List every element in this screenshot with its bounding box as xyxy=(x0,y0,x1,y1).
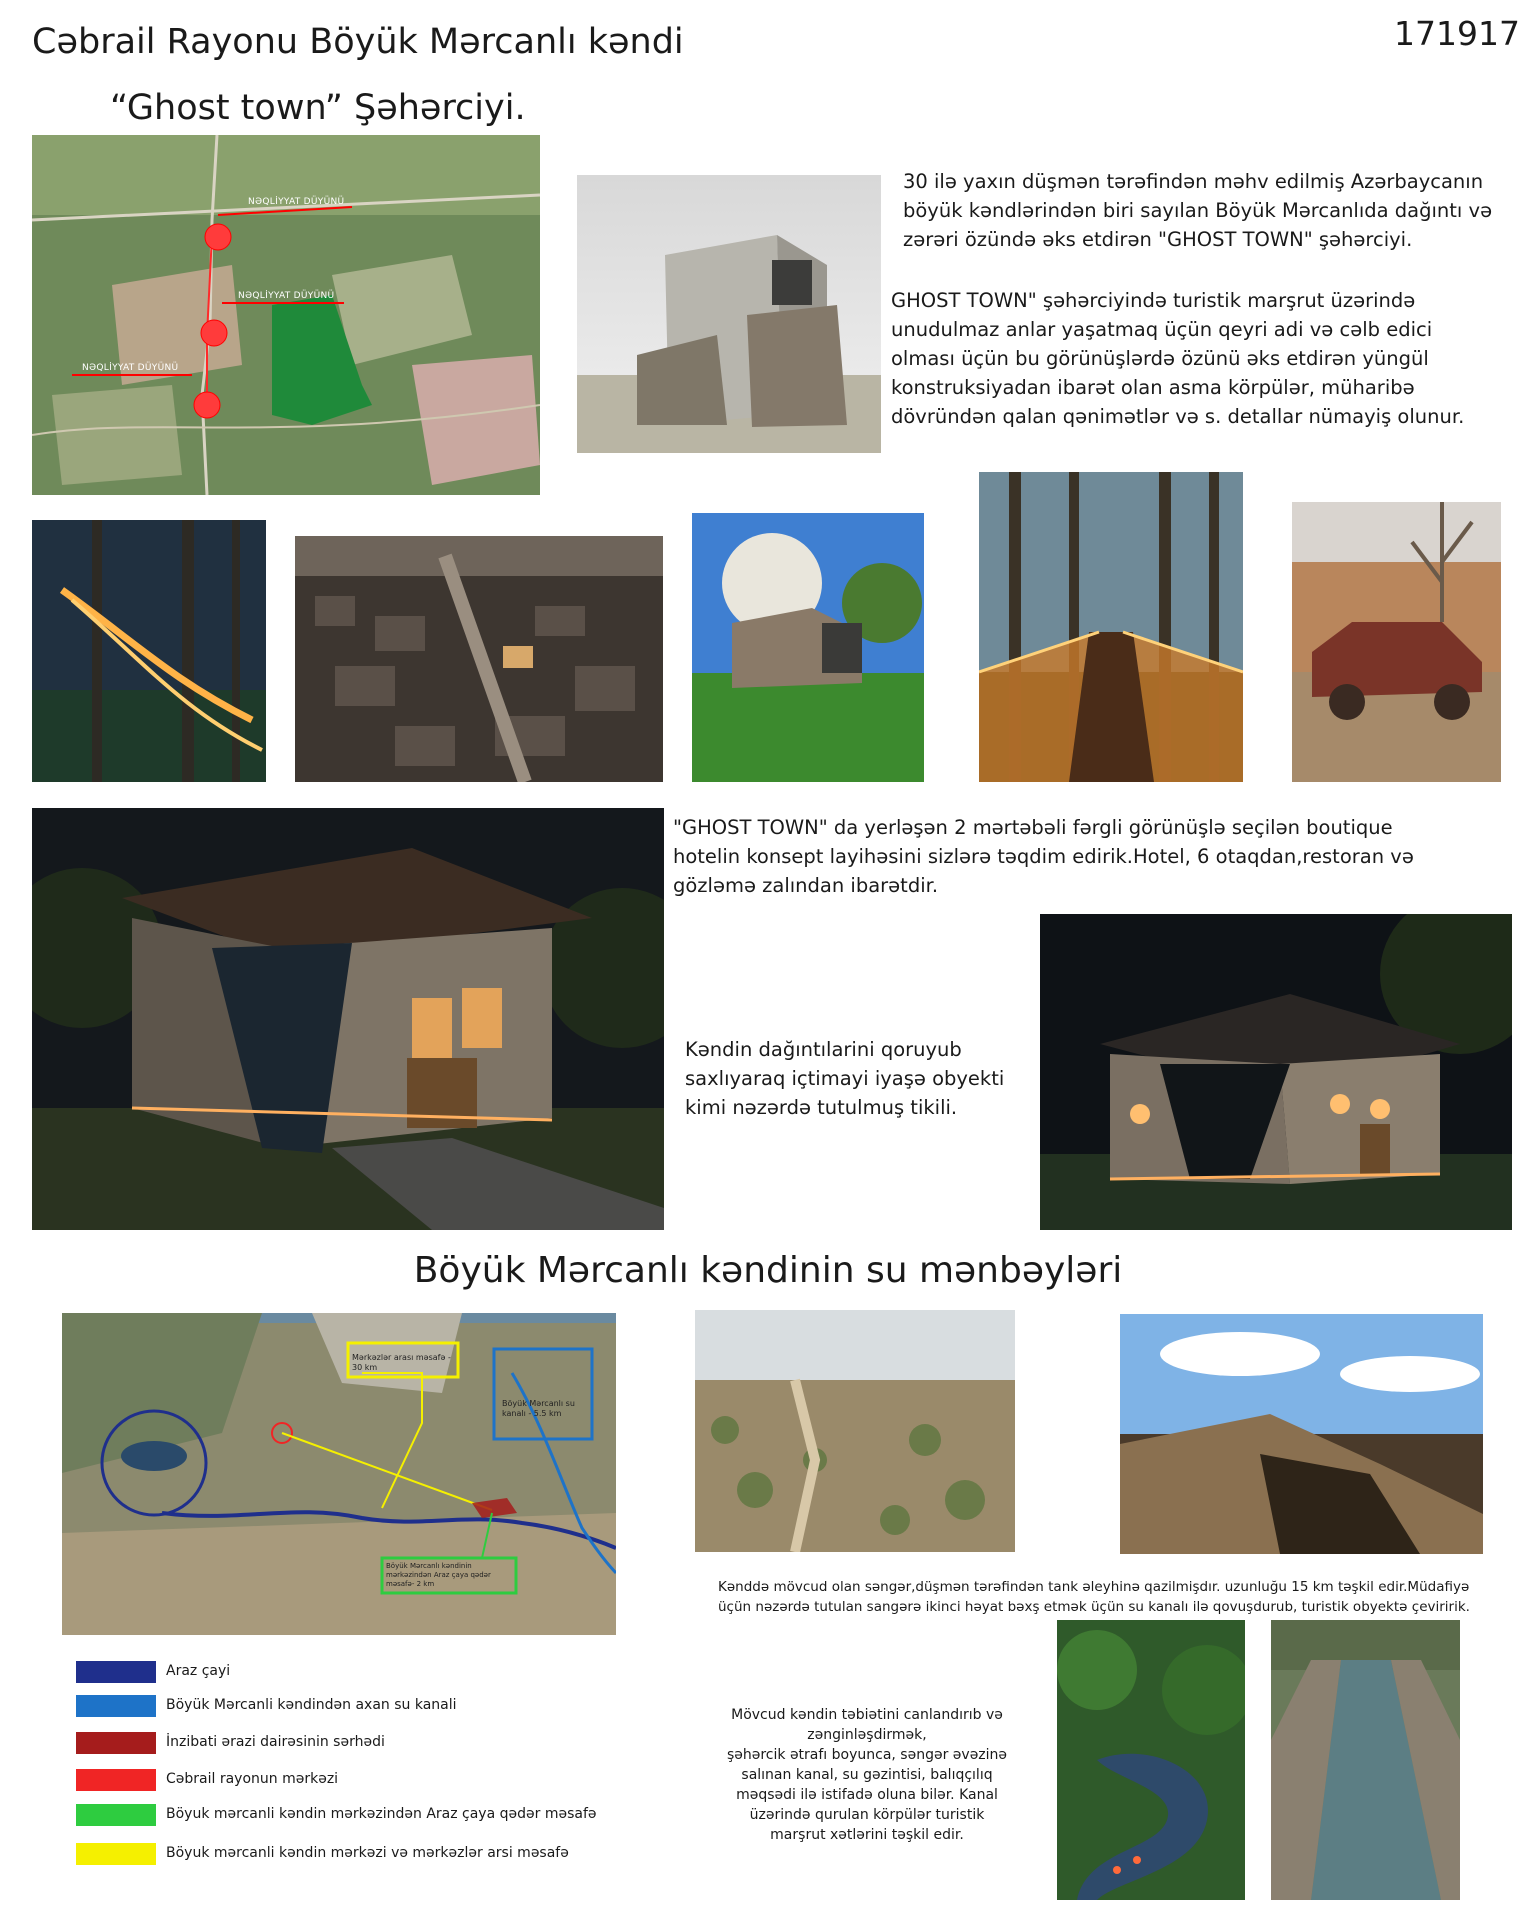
garden-stream-photo xyxy=(1057,1620,1245,1900)
intro-paragraph-2: GHOST TOWN" şəhərciyində turistik marşrut üzərində unudulmaz anlar yaşatmaq üçün qeyri adi və cəlb edici olması üçün bu görünüşlərdə özünü əks etdirən yüngül konstruksiyadan ibarət olan asma körpülər, müharibə dövründən qalan qənimətlər və s. detallar nümayiş olunur. xyxy=(891,289,1465,428)
map1-label-2: NƏQLİYYAT DÜYÜNÜ xyxy=(238,291,335,301)
ruin-tower-photo xyxy=(577,175,881,453)
hotel-paragraph: "GHOST TOWN" da yerləşən 2 mərtəbəli fərgli görünüşlə seçilən boutique hotelin konsept layihəsini sizlərə təqdim edirik.Hotel, 6 otaqdan,restoran və gözləmə zalından ibarətdir. xyxy=(673,816,1414,897)
canal-caption: Mövcud kəndin təbiətini canlandırıb və zənginləşdirmək, şəhərcik ətrafı boyunca, səngər əvəzinə salınan kanal, su gəzintisi, balıqçılıq məqsədi ilə istifadə oluna bilər. Kanal üzərində qurulan körpülər turistik marşrut xətlərini təşkil edir. xyxy=(726,1707,1008,1843)
boutique-hotel-render xyxy=(32,808,664,1230)
legend-swatch xyxy=(76,1804,156,1826)
legend-label: Araz çayi xyxy=(166,1663,231,1679)
stone-canal-photo xyxy=(1271,1620,1460,1900)
map1-label-1: NƏQLİYYAT DÜYÜNÜ xyxy=(248,197,345,207)
legend-swatch xyxy=(76,1695,156,1717)
page-title: Cəbrail Rayonu Böyük Mərcanlı kəndi xyxy=(32,22,684,62)
building-paragraph: Kəndin dağıntılarini qoruyub saxlıyaraq içtimayi iyaşə obyekti kimi nəzərdə tutulmuş tikili. xyxy=(685,1038,1005,1119)
village-aerial-photo xyxy=(695,1310,1015,1552)
map-label-blue: Böyük Mərcanlı su kanalı - 5.5 km xyxy=(502,1399,575,1418)
legend-label: Böyuk mərcanli kəndin mərkəzindən Araz çaya qədər məsafə xyxy=(166,1806,597,1822)
water-section-title: Böyük Mərcanlı kəndinin su mənbəyləri xyxy=(413,1250,1123,1291)
legend-swatch xyxy=(76,1661,156,1683)
stone-pavilion-render xyxy=(1040,914,1512,1230)
page-subtitle: “Ghost town” Şəhərciyi. xyxy=(110,88,526,128)
abandoned-car-photo xyxy=(1292,502,1501,782)
intro-paragraph-1: 30 ilə yaxın düşmən tərəfindən məhv edilmiş Azərbaycanın böyük kəndlərindən biri sayılan Böyük Mərcanlıda dağıntı və zərəri özündə əks etdirən "GHOST TOWN" şəhərciyi. xyxy=(903,170,1493,251)
stone-house-garden-photo xyxy=(692,513,924,782)
water-sources-map xyxy=(62,1313,616,1635)
legend-label: Böyuk mərcanli kəndin mərkəzi və mərkəzlər arsi məsafə xyxy=(166,1845,569,1861)
legend-label: Böyük Mərcanli kəndindən axan su kanali xyxy=(166,1697,457,1713)
legend-label: İnzibati ərazi dairəsinin sərhədi xyxy=(166,1734,385,1750)
project-code: 171917 xyxy=(1394,14,1520,53)
legend-label: Cəbrail rayonun mərkəzi xyxy=(166,1771,339,1787)
legend-swatch xyxy=(76,1732,156,1754)
legend-swatch xyxy=(76,1843,156,1865)
ruined-city-aerial-photo xyxy=(295,536,663,782)
rope-bridge-photo xyxy=(979,472,1243,782)
trench-caption: Kənddə mövcud olan səngər,düşmən tərəfindən tank əleyhinə qazilmişdır. uzunluğu 15 km təşkil edir.Müdafiyə üçün nəzərdə tutulan sangərə ikinci həyat bəxş etmək üçün su kanalı ilə qovuşdurub, turistik obyektə çeviririk. xyxy=(718,1579,1470,1615)
map-label-green: Böyük Mərcanlı kəndinin mərkəzindən Araz çaya qədər məsafə- 2 km xyxy=(386,1562,491,1588)
trench-photo xyxy=(1120,1314,1483,1554)
map1-label-3: NƏQLİYYAT DÜYÜNÜ xyxy=(82,363,179,373)
village-satellite-map xyxy=(32,135,540,495)
map-label-yellow: Mərkəzlər arası məsafə - 30 km xyxy=(352,1353,451,1372)
legend-swatch xyxy=(76,1769,156,1791)
forest-walkway-photo xyxy=(32,520,266,782)
